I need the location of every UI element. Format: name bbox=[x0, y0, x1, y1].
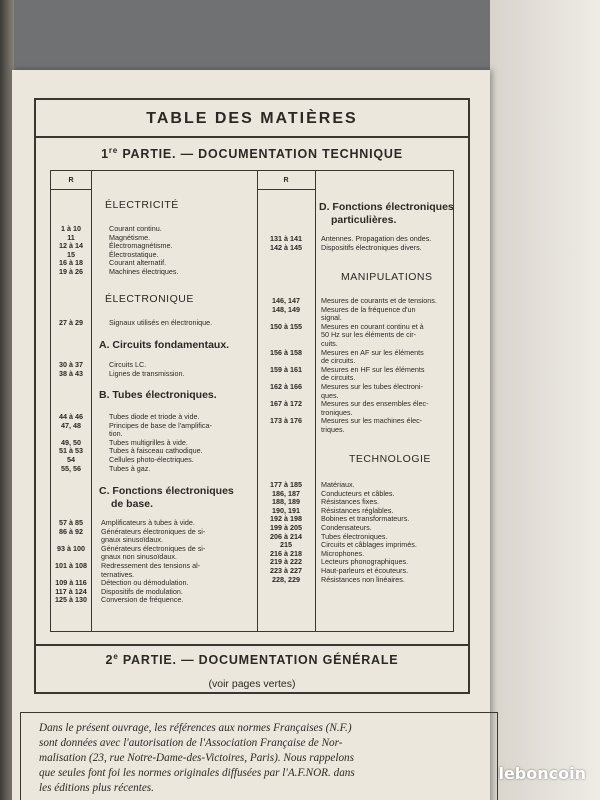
entry-ref: 27 à 29 bbox=[59, 318, 83, 327]
entry-text: Tubes diode et triode à vide. bbox=[109, 412, 200, 421]
entry-text: Électrostatique. bbox=[109, 249, 159, 259]
toc-entry bbox=[51, 319, 257, 328]
entry-text: Tubes à gaz. bbox=[109, 463, 151, 473]
part1-title bbox=[36, 146, 468, 161]
entry-text: Générateurs électroniques de si- bbox=[101, 526, 206, 536]
entry-text: Bobines et transformateurs. bbox=[321, 514, 410, 524]
title-rule bbox=[36, 136, 468, 138]
part1-label: PARTIE. — DOCUMENTATION TECHNIQUE bbox=[122, 147, 403, 162]
entry-text: de circuits. bbox=[321, 356, 356, 366]
entry-ref: 30 à 37 bbox=[59, 360, 83, 369]
heading-line: C. Fonctions électroniques bbox=[99, 485, 234, 497]
entry-text: Circuits et câblages imprimés. bbox=[321, 540, 417, 550]
entry-ref: 159 à 161 bbox=[270, 364, 302, 374]
entry-text: Résistances non linéaires. bbox=[321, 574, 405, 584]
entry-text: Mesures sur les tubes électroni- bbox=[321, 382, 423, 391]
entry-text: Condensateurs. bbox=[321, 523, 372, 532]
part2-rule bbox=[36, 644, 468, 646]
part2-number: 2 bbox=[105, 653, 114, 668]
entry-text: Tubes électroniques. bbox=[321, 531, 388, 541]
entry-ref: 15 bbox=[67, 249, 75, 259]
toc-entry bbox=[51, 596, 257, 605]
entry-ref: 228, 229 bbox=[272, 574, 300, 584]
entry-ref: 19 à 26 bbox=[59, 267, 83, 276]
entry-ref: 215 bbox=[280, 540, 292, 550]
entry-text: ternatives. bbox=[101, 569, 135, 579]
entry-ref: 101 à 108 bbox=[55, 561, 87, 570]
entry-ref: 16 à 18 bbox=[59, 258, 83, 268]
entry-text: 50 Hz sur les éléments de cir- bbox=[321, 330, 417, 340]
entry-text: Résistances réglables. bbox=[321, 505, 394, 515]
part2-title bbox=[36, 652, 468, 667]
entry-text: Tubes multigrilles à vide. bbox=[109, 437, 188, 447]
entry-ref: 156 à 158 bbox=[270, 347, 302, 357]
entry-ref: 57 à 85 bbox=[59, 518, 83, 527]
note-line: que seules font foi les normes originales diffusées par l'A.F.NOR. dans bbox=[39, 767, 355, 779]
entry-text: Mesures sur les machines élec- bbox=[321, 416, 423, 426]
entry-text: Générateurs électroniques de si- bbox=[101, 543, 206, 553]
toc-entry bbox=[257, 244, 455, 253]
entry-text: Mesures en courant continu et à bbox=[321, 321, 424, 331]
heading-line: de base. bbox=[111, 498, 154, 510]
entry-ref: 167 à 172 bbox=[270, 399, 302, 409]
entry-text: Mesures de courants et de tensions. bbox=[321, 296, 437, 305]
entry-ref: 86 à 92 bbox=[59, 526, 83, 536]
entry-ref: 190, 191 bbox=[272, 505, 300, 515]
part2-subtitle: (voir pages vertes) bbox=[208, 678, 296, 690]
part1-ordinal: re bbox=[108, 146, 119, 155]
entry-text: triques. bbox=[321, 425, 345, 434]
page-title: TABLE DES MATIÈRES bbox=[146, 110, 358, 127]
entry-text: troniques. bbox=[321, 407, 353, 417]
section-heading-electronique: ÉLECTRONIQUE bbox=[105, 293, 194, 305]
entry-text: Mesures sur des ensembles élec- bbox=[321, 399, 429, 409]
entry-text: Haut-parleurs et écouteurs. bbox=[321, 566, 409, 575]
entry-text: Amplificateurs à tubes à vide. bbox=[101, 518, 195, 527]
section-heading-circuits: A. Circuits fondamentaux. bbox=[99, 339, 230, 351]
entry-ref: 55, 56 bbox=[61, 463, 81, 473]
entry-text: Lecteurs phonographiques. bbox=[321, 557, 409, 567]
ref-header-rule bbox=[51, 189, 91, 190]
entry-ref: 47, 48 bbox=[61, 420, 81, 430]
ref-header-rule bbox=[257, 189, 315, 190]
entry-text: de circuits. bbox=[321, 373, 356, 383]
entry-ref: 11 bbox=[67, 232, 75, 242]
entry-ref: 216 à 218 bbox=[270, 548, 302, 558]
entry-ref: 199 à 205 bbox=[270, 523, 302, 532]
background-surface bbox=[490, 0, 600, 800]
entry-text: Principes de base de l'amplifica- bbox=[109, 420, 212, 430]
entry-ref: 51 à 53 bbox=[59, 446, 83, 456]
heading-line: particulières. bbox=[331, 214, 397, 226]
entry-ref: 93 à 100 bbox=[57, 543, 85, 553]
entry-text: Dispositifs de modulation. bbox=[101, 586, 183, 596]
entry-text: tion. bbox=[109, 429, 123, 439]
entry-ref: 1 à 10 bbox=[61, 224, 81, 233]
entry-ref: 148, 149 bbox=[272, 304, 300, 314]
entry-text: Redressement des tensions al- bbox=[101, 561, 201, 570]
entry-ref: 117 à 124 bbox=[55, 586, 87, 596]
toc-entry bbox=[51, 465, 257, 474]
entry-text: cuits. bbox=[321, 339, 338, 348]
section-heading-technologie: TECHNOLOGIE bbox=[349, 453, 431, 465]
entry-text: Mesures en HF sur les éléments bbox=[321, 364, 425, 374]
entry-text: Circuits LC. bbox=[109, 360, 147, 369]
toc-entry bbox=[51, 268, 257, 277]
entry-ref: 186, 187 bbox=[272, 488, 300, 498]
entry-ref: 173 à 176 bbox=[270, 416, 302, 426]
afnor-note bbox=[20, 712, 498, 800]
entry-text: signal. bbox=[321, 313, 342, 323]
entry-text: Signaux utilisés en électronique. bbox=[109, 318, 213, 327]
entry-text: Microphones. bbox=[321, 548, 365, 558]
entry-text: Mesures en AF sur les éléments bbox=[321, 347, 424, 357]
section-heading-tubes: B. Tubes électroniques. bbox=[99, 389, 217, 401]
note-line: malisation (23, rue Notre-Dame-des-Victoires, Paris). Nous rappelons bbox=[39, 752, 354, 764]
section-heading-fonctions-particulieres bbox=[319, 201, 454, 227]
section-heading-fonctions-base bbox=[99, 485, 234, 511]
toc-entry bbox=[257, 426, 455, 435]
entry-ref: 206 à 214 bbox=[270, 531, 302, 541]
heading-line: D. Fonctions électroniques bbox=[319, 201, 454, 213]
entry-ref: 49, 50 bbox=[61, 437, 81, 447]
entry-ref: 109 à 116 bbox=[55, 578, 87, 588]
entry-text: gnaux sinusoïdaux. bbox=[101, 535, 163, 545]
entry-text: Dispositifs électroniques divers. bbox=[321, 242, 422, 252]
part2-ordinal: e bbox=[113, 652, 119, 661]
entry-ref: 146, 147 bbox=[272, 296, 300, 305]
entry-text: Conducteurs et câbles. bbox=[321, 488, 395, 498]
entry-text: Tubes à faisceau cathodique. bbox=[109, 446, 203, 456]
entry-text: Cellules photo-électriques. bbox=[109, 455, 194, 464]
entry-text: Antennes. Propagation des ondes. bbox=[321, 234, 432, 243]
note-line: les éditions plus récentes. bbox=[39, 782, 154, 794]
entry-ref: 142 à 145 bbox=[270, 242, 302, 252]
part2-label: PARTIE. — DOCUMENTATION GÉNÉRALE bbox=[122, 653, 399, 668]
entry-ref: 38 à 43 bbox=[59, 368, 83, 378]
entry-ref: 12 à 14 bbox=[59, 241, 83, 251]
entry-ref: 188, 189 bbox=[272, 497, 300, 507]
section-heading-manipulations: MANIPULATIONS bbox=[341, 271, 433, 283]
entry-text: Courant alternatif. bbox=[109, 258, 167, 268]
toc-entry bbox=[257, 576, 455, 585]
entry-text: ques. bbox=[321, 390, 339, 400]
entry-text: Résistances fixes. bbox=[321, 497, 379, 507]
book-page bbox=[12, 70, 490, 800]
entry-ref: 125 à 130 bbox=[55, 595, 87, 605]
note-line: sont données avec l'autorisation de l'Association Française de Nor- bbox=[39, 737, 343, 749]
entry-text: Lignes de transmission. bbox=[109, 368, 185, 378]
entry-text: Mesures de la fréquence d'un bbox=[321, 304, 416, 314]
toc-entry bbox=[51, 370, 257, 379]
entry-ref: 54 bbox=[67, 455, 75, 464]
entry-ref: 44 à 46 bbox=[59, 412, 83, 421]
entry-ref: 223 à 227 bbox=[270, 566, 302, 575]
note-line: Dans le présent ouvrage, les références aux normes Françaises (N.F.) bbox=[39, 722, 352, 734]
entry-ref: 150 à 155 bbox=[270, 321, 302, 331]
toc-table bbox=[50, 170, 454, 632]
entry-text: Conversion de fréquence. bbox=[101, 595, 184, 605]
entry-ref: 131 à 141 bbox=[270, 234, 302, 243]
left-column bbox=[51, 171, 257, 631]
entry-text: Détection ou démodulation. bbox=[101, 578, 189, 588]
entry-text: Magnétisme. bbox=[109, 232, 151, 242]
toc-frame bbox=[34, 98, 470, 694]
right-column bbox=[257, 171, 455, 631]
entry-ref: 177 à 185 bbox=[270, 480, 302, 489]
entry-ref: 162 à 166 bbox=[270, 382, 302, 391]
part1-number: 1 bbox=[101, 147, 109, 162]
entry-text: gnaux non sinusoïdaux. bbox=[101, 552, 177, 562]
leboncoin-watermark: leboncoin bbox=[498, 764, 586, 783]
ref-column-header: R bbox=[283, 177, 289, 184]
entry-text: Électromagnétisme. bbox=[109, 241, 173, 251]
entry-text: Machines électriques. bbox=[109, 267, 179, 276]
entry-ref: 219 à 222 bbox=[270, 557, 302, 567]
entry-text: Matériaux. bbox=[321, 480, 355, 489]
section-heading-electricite: ÉLECTRICITÉ bbox=[105, 199, 179, 211]
entry-text: Courant continu. bbox=[109, 224, 162, 233]
entry-ref: 192 à 198 bbox=[270, 514, 302, 524]
ref-column-header: R bbox=[68, 177, 74, 184]
